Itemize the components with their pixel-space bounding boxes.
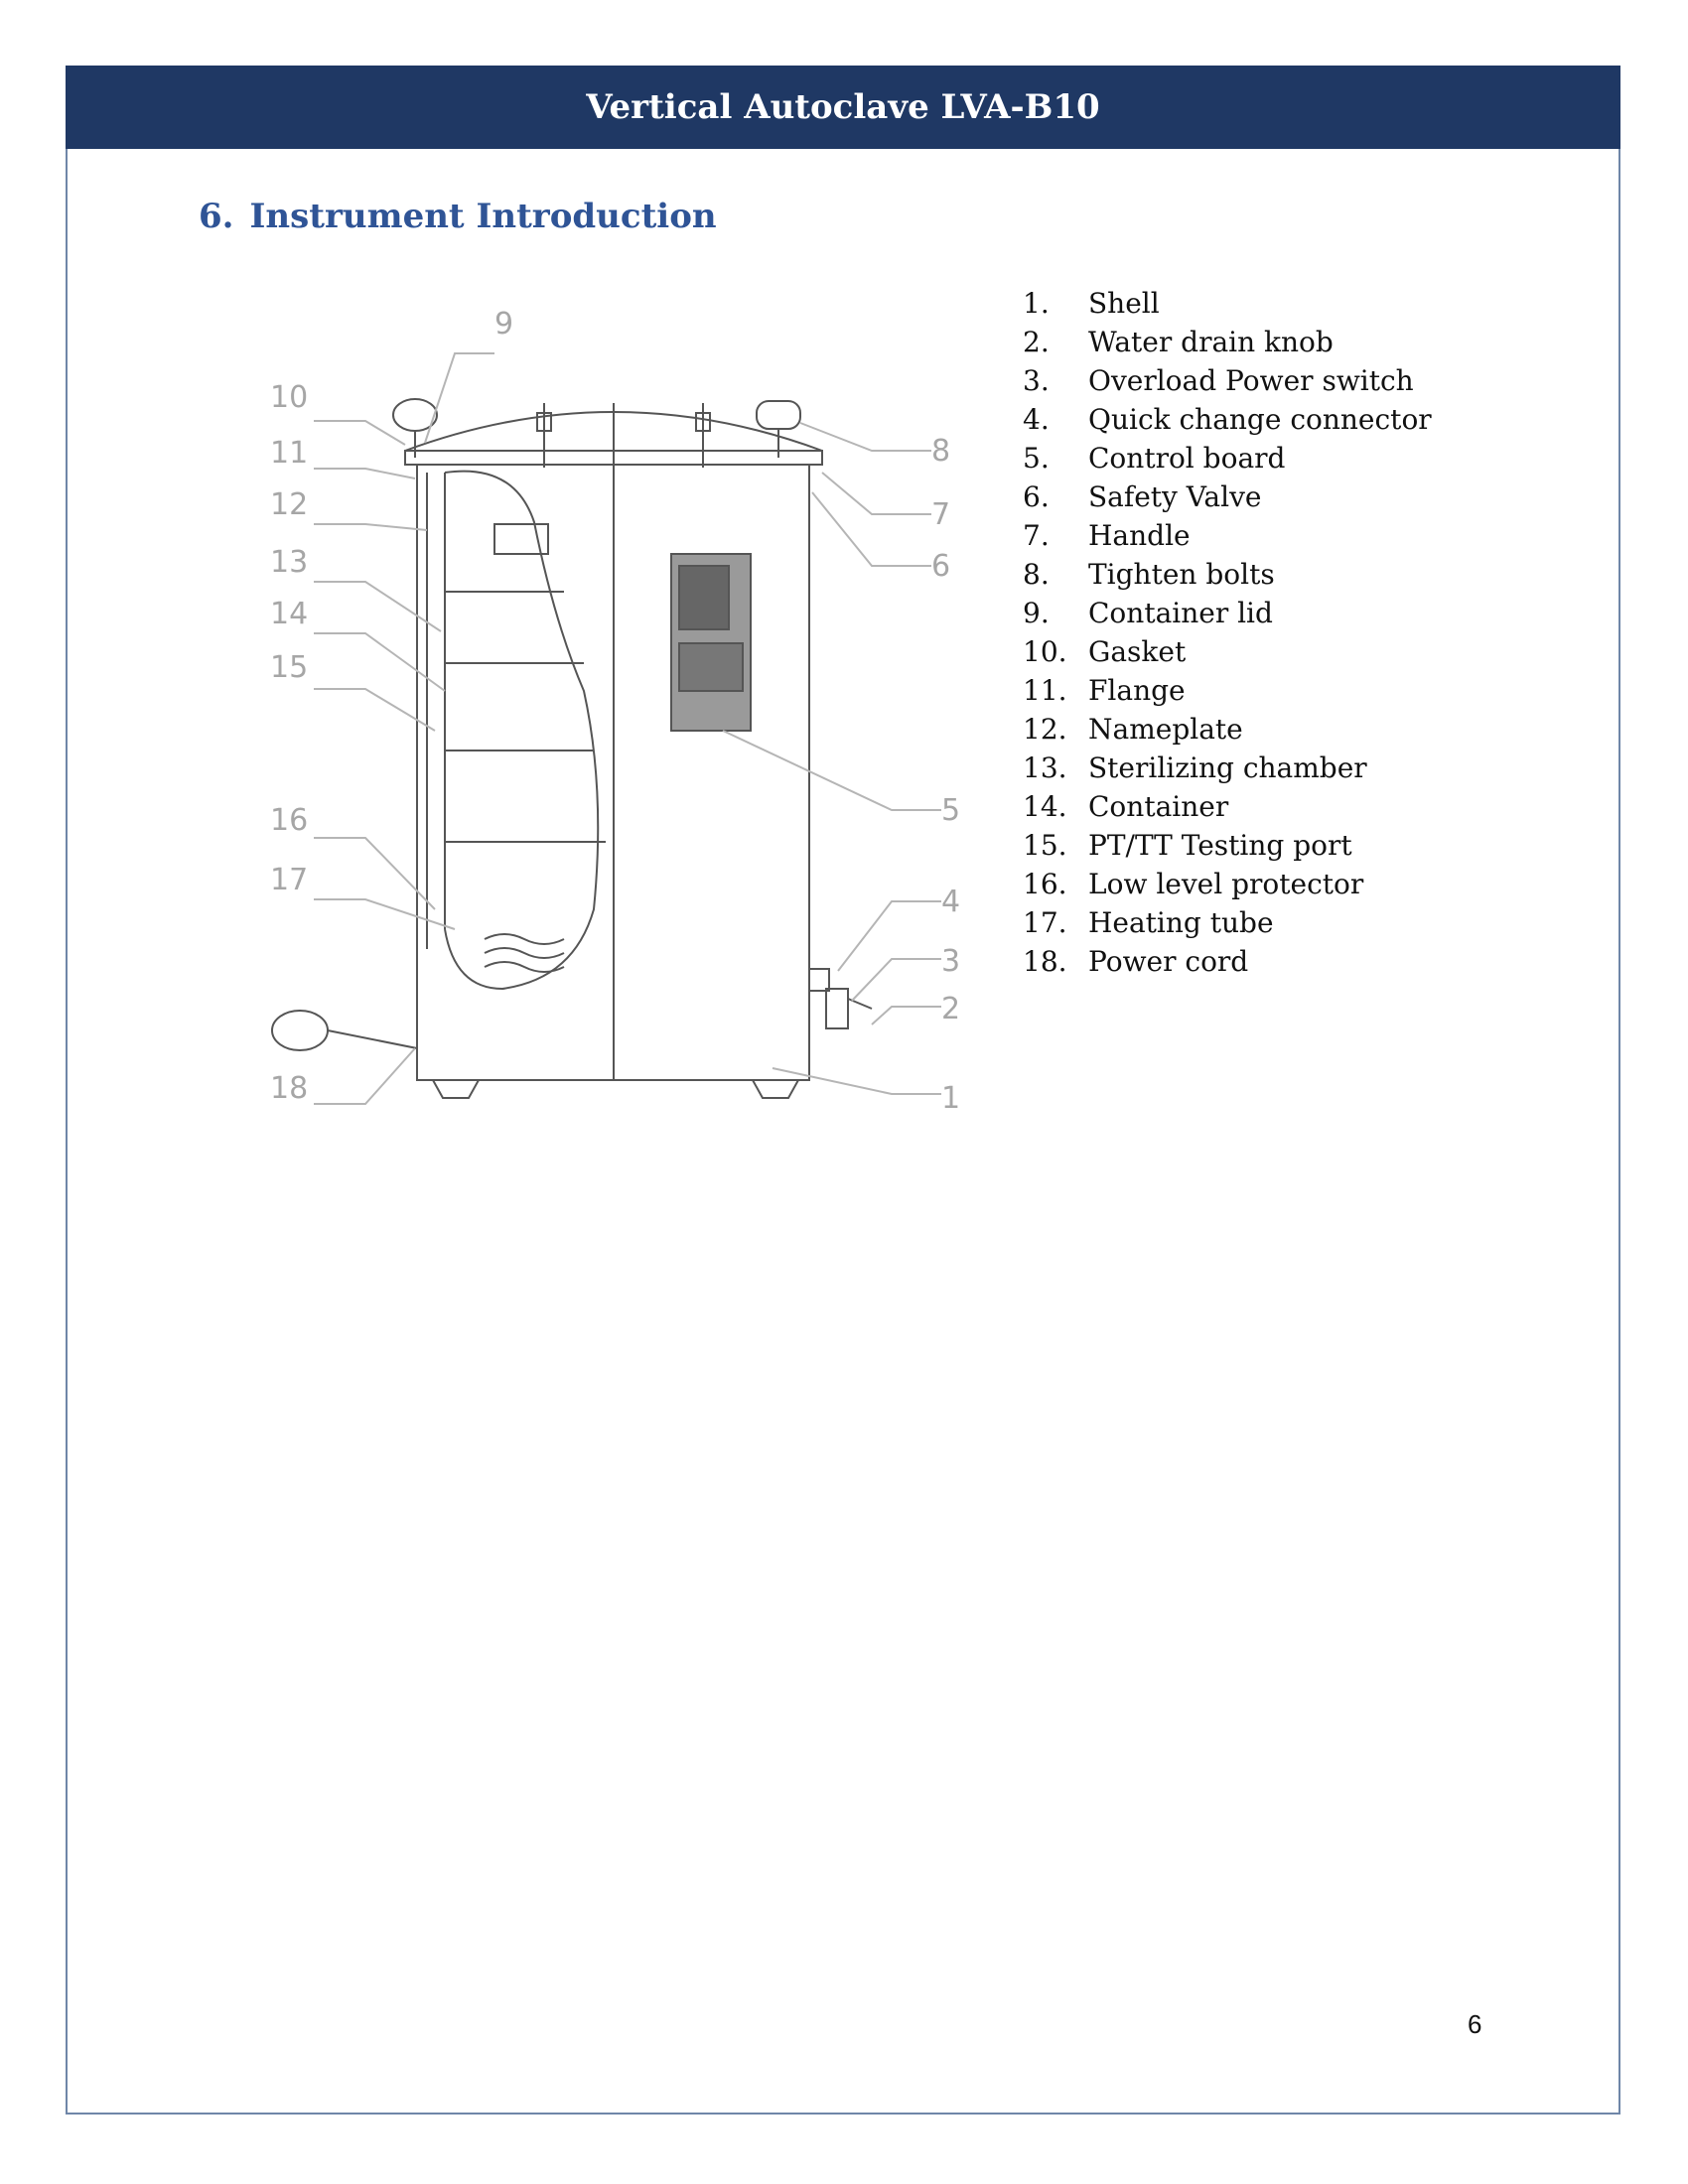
callout-9: 9 [494,307,514,341]
part-label: Heating tube [1088,906,1274,939]
autoclave-diagram [256,294,991,1134]
callout-15: 15 [270,650,309,685]
list-item: 5. Control board [1023,439,1432,478]
part-label: Safety Valve [1088,480,1262,513]
list-item: 12. Nameplate [1023,710,1432,749]
page-number: 6 [1468,2009,1482,2039]
container-cutaway [445,472,598,989]
list-item: 3. Overload Power switch [1023,361,1432,400]
callout-18: 18 [270,1071,309,1106]
callout-2: 2 [941,992,961,1026]
callout-10: 10 [270,380,309,415]
list-item: 13. Sterilizing chamber [1023,749,1432,787]
list-item: 8. Tighten bolts [1023,555,1432,594]
document-title: Vertical Autoclave LVA-B10 [586,87,1100,127]
callout-1: 1 [941,1081,961,1116]
callout-13: 13 [270,545,309,580]
callout-14: 14 [270,597,309,631]
callout-17: 17 [270,863,309,897]
callout-12: 12 [270,487,309,522]
part-label: Quick change connector [1088,403,1432,436]
right-handle-outline [757,401,800,429]
section-heading [199,197,717,236]
part-label: Low level protector [1088,868,1364,900]
callout-3: 3 [941,944,961,979]
parts-list [1023,284,1432,981]
callout-16: 16 [270,803,309,838]
list-item: 17. Heating tube [1023,903,1432,942]
part-label: Control board [1088,442,1286,475]
part-label: Water drain knob [1088,326,1334,358]
list-item: 1. Shell [1023,284,1432,323]
part-label: Gasket [1088,635,1187,668]
list-item: 15. PT/TT Testing port [1023,826,1432,865]
callout-7: 7 [931,497,951,532]
list-item: 14. Container [1023,787,1432,826]
callout-5: 5 [941,793,961,828]
part-label: Sterilizing chamber [1088,751,1367,784]
callout-8: 8 [931,434,951,469]
list-item: 4. Quick change connector [1023,400,1432,439]
list-item: 16. Low level protector [1023,865,1432,903]
document-header [66,66,1620,149]
callout-11: 11 [270,436,309,471]
list-item: 6. Safety Valve [1023,478,1432,516]
part-label: Overload Power switch [1088,364,1414,397]
list-item: 10. Gasket [1023,632,1432,671]
power-cord-outline [272,1011,328,1050]
list-item: 9. Container lid [1023,594,1432,632]
part-label: Container [1088,790,1229,823]
section-number: 6. [199,197,234,236]
list-item: 11. Flange [1023,671,1432,710]
part-label: Handle [1088,519,1191,552]
part-label: Tighten bolts [1088,558,1275,591]
list-item: 18. Power cord [1023,942,1432,981]
list-item: 2. Water drain knob [1023,323,1432,361]
heating-tube-outline [485,934,564,972]
part-label: Flange [1088,674,1186,707]
callout-4: 4 [941,885,961,919]
part-label: Power cord [1088,945,1249,978]
part-label: Nameplate [1088,713,1243,746]
section-title: Instrument Introduction [249,197,717,236]
callout-6: 6 [931,549,951,584]
part-label: Container lid [1088,597,1273,629]
part-label: Shell [1088,287,1160,320]
part-label: PT/TT Testing port [1088,829,1352,862]
list-item: 7. Handle [1023,516,1432,555]
